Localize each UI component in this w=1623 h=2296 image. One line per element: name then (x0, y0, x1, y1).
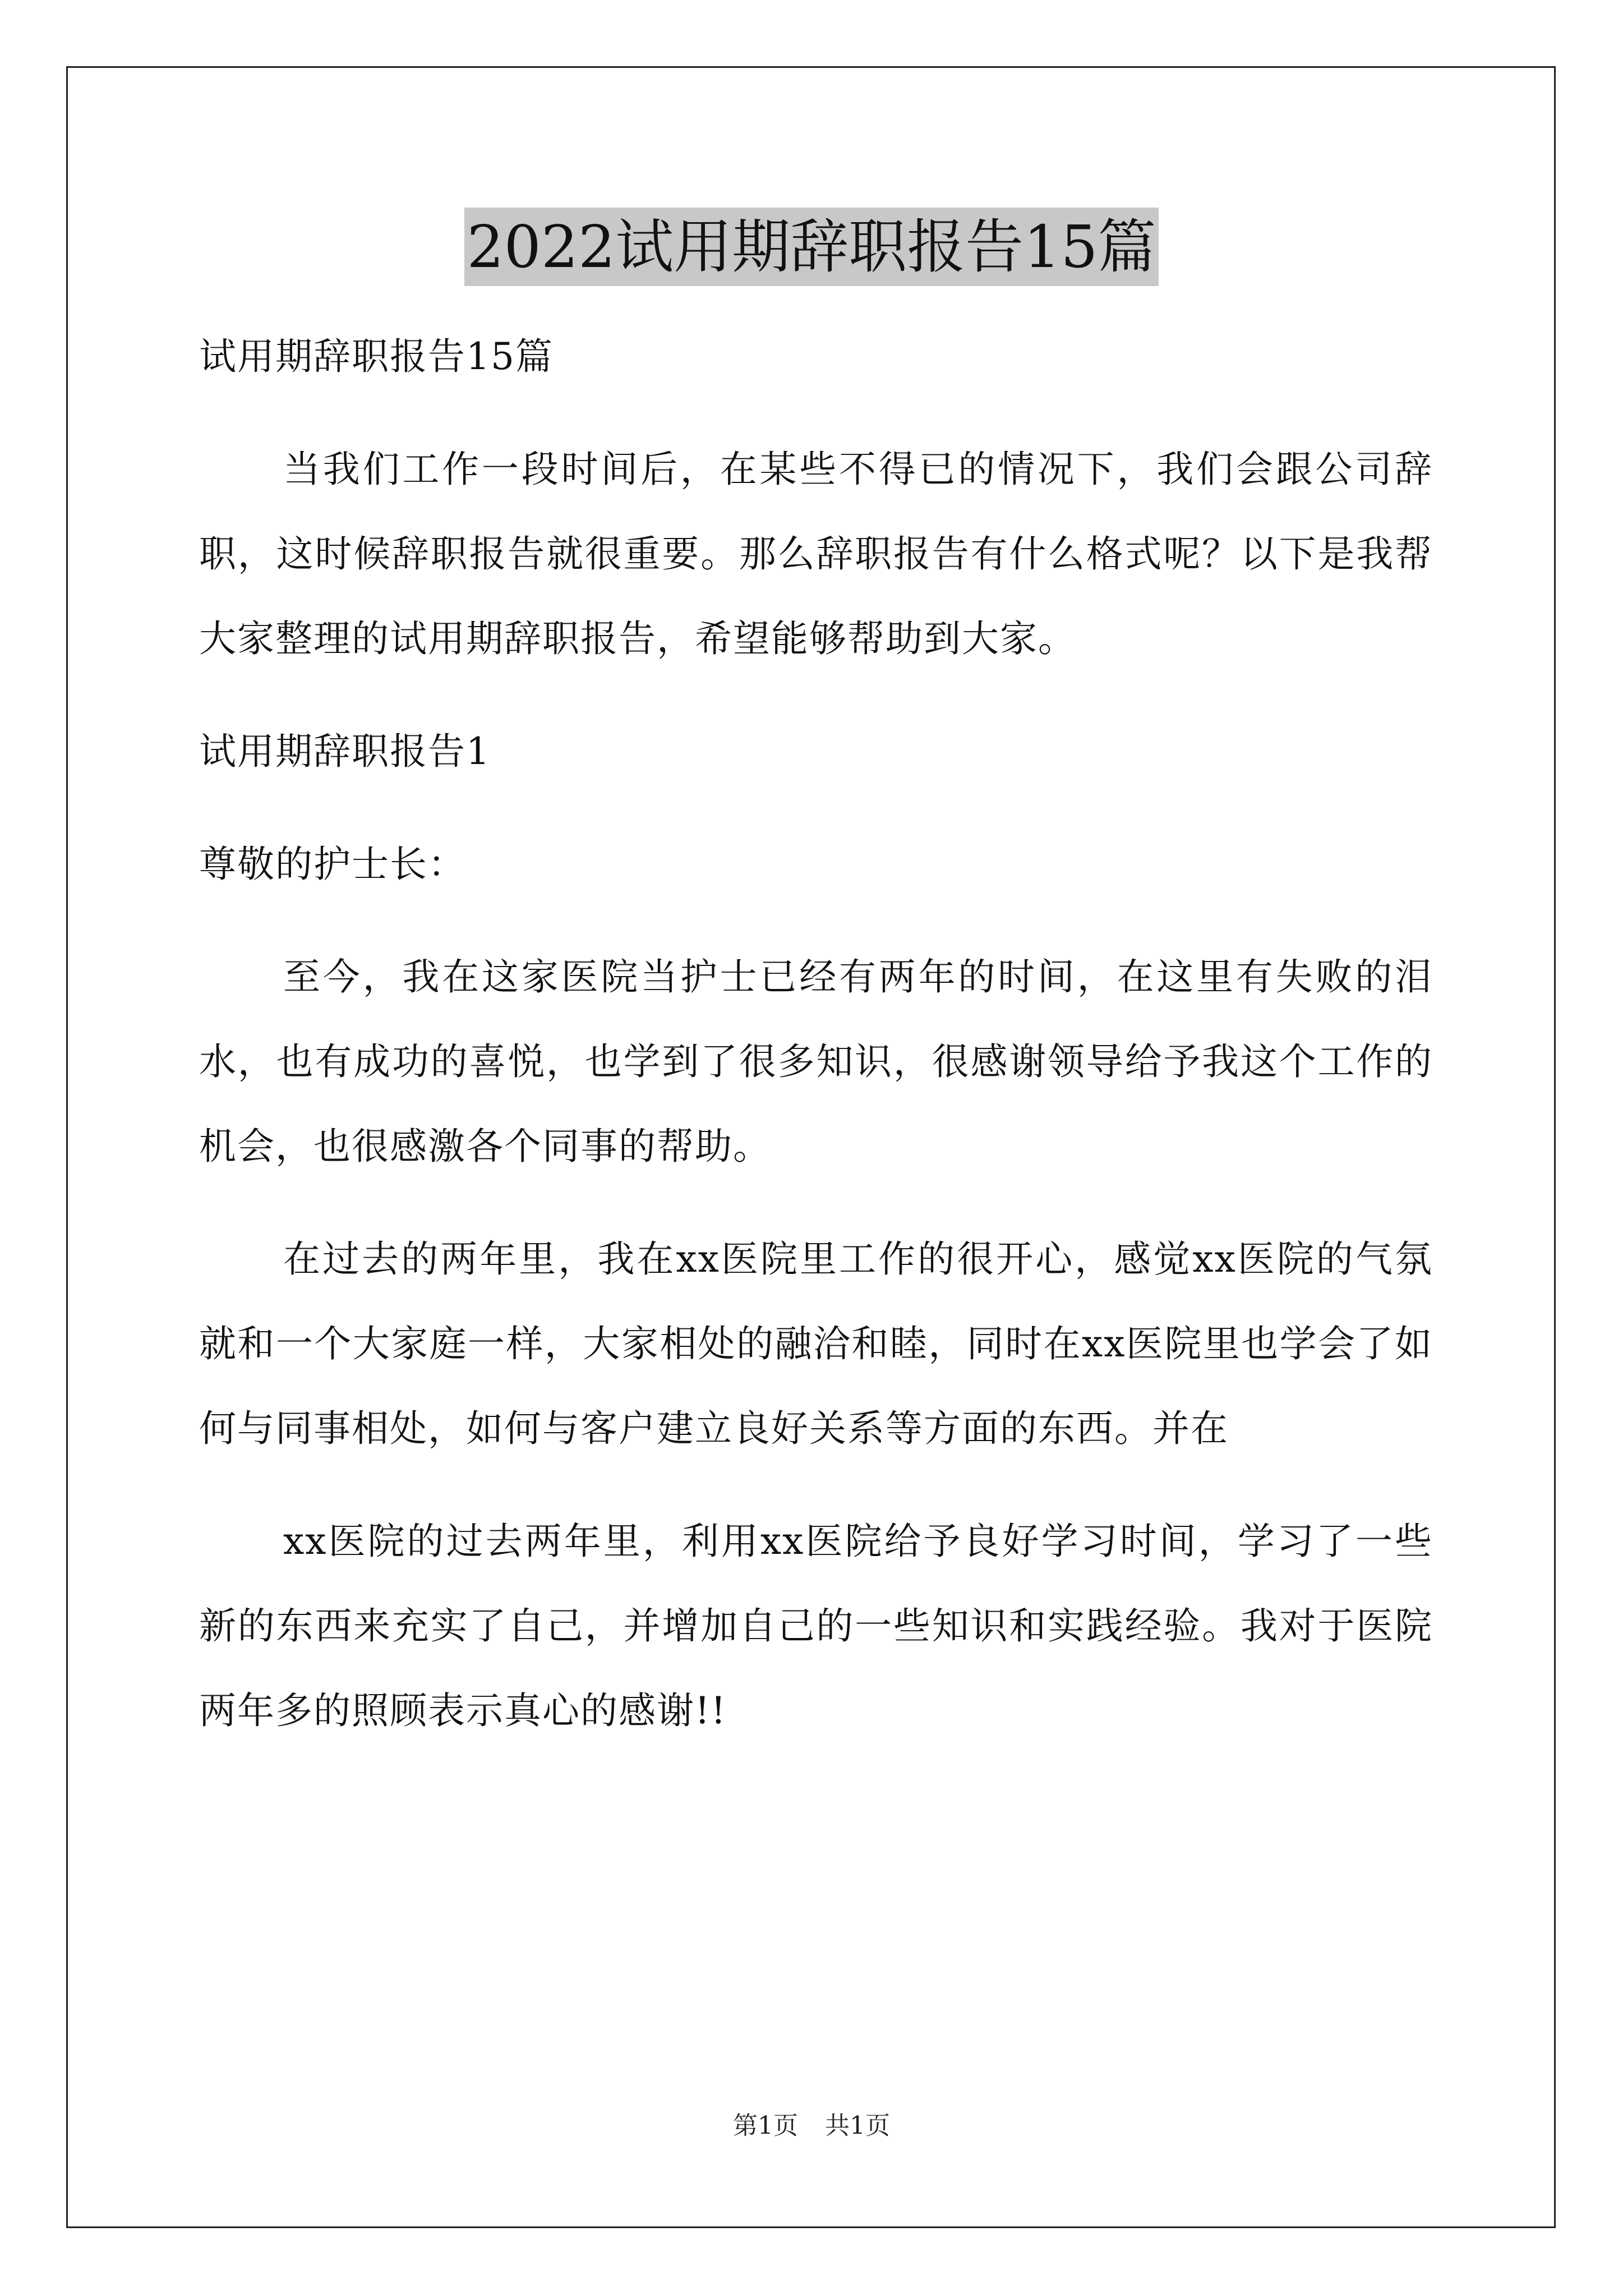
salutation: 尊敬的护士长： (199, 843, 466, 886)
page-total: 共1页 (825, 2111, 890, 2140)
title-container (0, 208, 1623, 286)
page-footer (0, 2109, 1623, 2143)
subtitle-paragraph: 试用期辞职报告15篇 (199, 335, 554, 378)
intro-paragraph: 当我们工作一段时间后，在某些不得已的情况下，我们会跟公司辞职，这时候辞职报告就很重要。那么辞职报告有什么格式呢？以下是我帮大家整理的试用期辞职报告，希望能够帮助到大家。 (199, 448, 1433, 660)
body-paragraph: xx医院的过去两年里，利用xx医院给予良好学习时间，学习了一些新的东西来充实了自己，并增加自己的一些知识和实践经验。我对于医院两年多的照顾表示真心的感谢!! (199, 1520, 1433, 1732)
section-heading: 试用期辞职报告1 (199, 730, 491, 773)
page-number: 第1页 (733, 2111, 798, 2140)
body-paragraph: 至今，我在这家医院当护士已经有两年的时间，在这里有失败的泪水，也有成功的喜悦，也学到了很多知识，很感谢领导给予我这个工作的机会，也很感激各个同事的帮助。 (199, 955, 1433, 1168)
document-title: 2022试用期辞职报告15篇 (464, 208, 1158, 286)
body-paragraph: 在过去的两年里，我在xx医院里工作的很开心，感觉xx医院的气氛就和一个大家庭一样，大家相处的融洽和睦，同时在xx医院里也学会了如何与同事相处，如何与客户建立良好关系等方面的东西。并在 (199, 1237, 1433, 1450)
document-body (199, 314, 1433, 1753)
